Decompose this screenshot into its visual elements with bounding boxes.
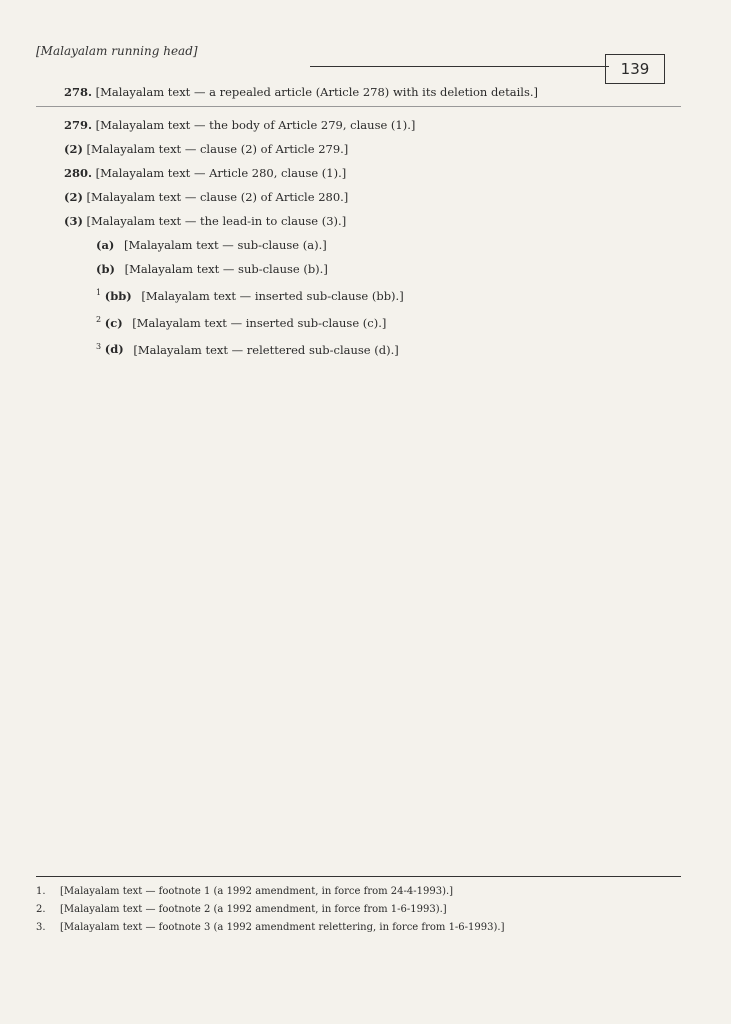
section-278	[36, 82, 681, 107]
footnote-marker: 3.	[36, 922, 46, 933]
section-number: 280.	[64, 166, 93, 180]
clause-280-3	[36, 211, 681, 231]
subclause-mark: (b)	[96, 262, 115, 276]
subclause-mark: (c)	[104, 315, 123, 330]
clause-number: (2)	[64, 142, 83, 156]
subclause-text: [Malayalam text — sub-clause (a).]	[124, 238, 327, 252]
footnote-ref: 1	[96, 288, 102, 297]
subclause-d	[36, 337, 681, 360]
subclause-text: [Malayalam text — inserted sub-clause (c).]	[132, 315, 387, 330]
subclause-mark: (a)	[96, 238, 115, 252]
footnote-text: [Malayalam text — footnote 1 (a 1992 amendment, in force from 24-4-1993).]	[60, 886, 454, 897]
section-text: [Malayalam text — Article 280, clause (1).]	[95, 166, 347, 180]
footnotes	[36, 876, 681, 937]
footnote-text: [Malayalam text — footnote 3 (a 1992 amendment relettering, in force from 1-6-1993).]	[60, 922, 505, 933]
section-number: 279.	[64, 118, 93, 132]
footnote-ref: 3	[96, 341, 102, 351]
footnote-3	[36, 919, 681, 937]
section-279	[36, 115, 681, 135]
subclause-text: [Malayalam text — sub-clause (b).]	[124, 262, 328, 276]
page-number: 139	[605, 54, 665, 84]
footnote-2	[36, 901, 681, 919]
clause-number: (2)	[64, 190, 83, 204]
subclause-b	[36, 259, 681, 279]
document-body	[36, 82, 681, 363]
section-280	[36, 163, 681, 183]
footnote-marker: 1.	[36, 886, 46, 897]
header-rule	[310, 66, 609, 67]
section-text: [Malayalam text — a repealed article (Article 278) with its deletion details.]	[95, 85, 538, 99]
clause-280-2	[36, 187, 681, 207]
footnote-marker: 2.	[36, 904, 46, 915]
clause-text: [Malayalam text — the lead-in to clause (3).]	[86, 214, 347, 228]
footnote-text: [Malayalam text — footnote 2 (a 1992 amendment, in force from 1-6-1993).]	[60, 904, 447, 915]
running-head: [Malayalam running head]	[36, 44, 198, 58]
clause-text: [Malayalam text — clause (2) of Article 280.]	[86, 190, 349, 204]
section-number: 278.	[64, 85, 93, 99]
section-text: [Malayalam text — the body of Article 279, clause (1).]	[95, 118, 416, 132]
clause-279-2	[36, 139, 681, 159]
subclause-a	[36, 235, 681, 255]
subclause-text: [Malayalam text — inserted sub-clause (bb).]	[141, 288, 404, 303]
clause-number: (3)	[64, 214, 83, 228]
subclause-mark: (bb)	[104, 288, 132, 303]
footnote-ref: 2	[96, 314, 102, 324]
subclause-mark: (d)	[104, 342, 124, 357]
footnote-1	[36, 883, 681, 901]
clause-text: [Malayalam text — clause (2) of Article 279.]	[86, 142, 349, 156]
subclause-c	[36, 310, 681, 333]
subclause-text: [Malayalam text — relettered sub-clause (d).]	[133, 342, 399, 357]
subclause-bb	[36, 283, 681, 306]
